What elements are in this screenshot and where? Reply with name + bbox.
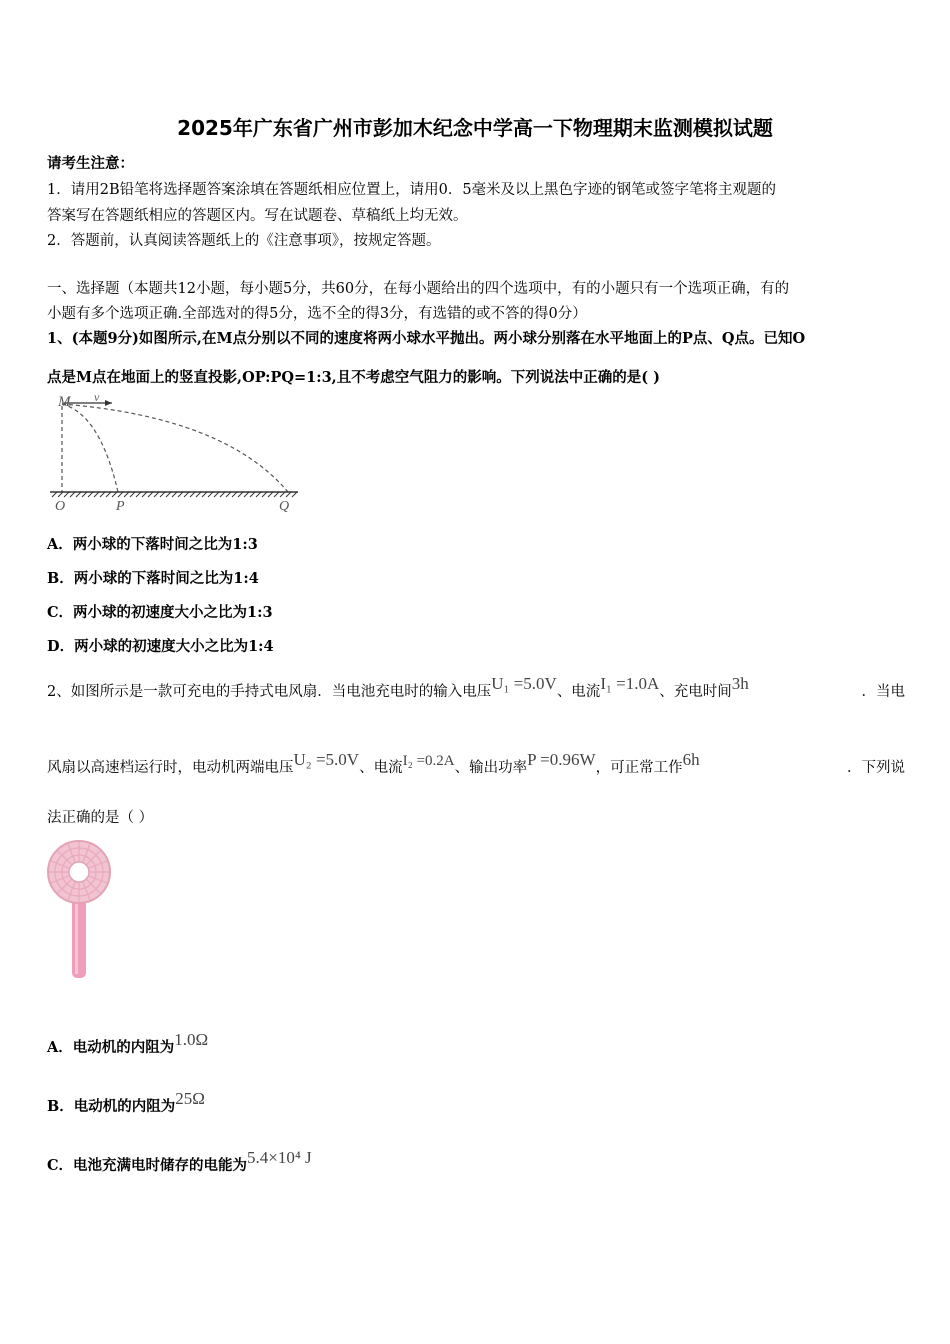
q2-option-c-math: 5.4×10⁴ J <box>247 1148 312 1167</box>
notice-item-2: 2．答题前，认真阅读答题纸上的《注意事项》，按规定答题。 <box>47 233 441 249</box>
q2-l2-text-4: ，可正常工作 <box>595 760 683 776</box>
q2-option-c <box>47 1148 312 1175</box>
q2-l1-text-2: 、电流 <box>556 684 601 700</box>
trajectory-to-q <box>62 404 288 492</box>
q2-l1-text-4: ．当电 <box>861 684 905 700</box>
q1-option-a: A．两小球的下落时间之比为1:3 <box>47 536 258 553</box>
q1-option-d: D．两小球的初速度大小之比为1:4 <box>47 638 274 655</box>
q2-l2-math-current: I₂ =0.2A <box>402 753 455 769</box>
q2-l2-math-voltage: U₂ =5.0V <box>293 750 360 769</box>
notice-header: 请考生注意： <box>47 155 134 172</box>
q2-option-a-math: 1.0Ω <box>174 1030 209 1049</box>
q2-l2-text-2: 、电流 <box>359 760 403 776</box>
q2-l2-text-1: 风扇以高速档运行时，电动机两端电压 <box>47 760 294 776</box>
q2-option-a <box>47 1030 209 1057</box>
q2-l1-math-voltage: U₁ =5.0V <box>491 674 557 693</box>
q2-stem-line-2 <box>47 750 905 777</box>
q2-l1-text-1: 2、如图所示是一款可充电的手持式电风扇．当电池充电时的输入电压 <box>47 684 492 700</box>
q2-l1-text-3: 、充电时间 <box>659 684 732 700</box>
q1-option-b: B．两小球的下落时间之比为1:4 <box>47 570 259 587</box>
q2-l1-math-time: 3h <box>731 674 749 693</box>
q1-stem-a: 1、(本题9分)如图所示,在M点分别以不同的速度将两小球水平抛出。两小球分别落在水平地面上的P点、Q点。已知O <box>47 330 806 347</box>
page-title: 2025年广东省广州市彭加木纪念中学高一下物理期末监测模拟试题 <box>177 116 773 140</box>
velocity-arrow-head <box>105 400 112 406</box>
q2-option-b <box>47 1089 205 1116</box>
q2-l1-math-current: I₁ =1.0A <box>600 674 660 693</box>
q2-l2-math-time: 6h <box>682 750 700 769</box>
q1-projectile-figure <box>50 392 302 516</box>
q1-stem-b: 点是M点在地面上的竖直投影,OP:PQ=1:3,且不考虑空气阻力的影响。下列说法中正确的是( ) <box>47 369 660 386</box>
handheld-fan-image <box>44 838 114 982</box>
label-m: M <box>58 394 71 410</box>
label-q: Q <box>279 499 290 514</box>
q1-option-c: C．两小球的初速度大小之比为1:3 <box>47 604 273 621</box>
label-p: P <box>116 499 125 514</box>
notice-item-1a: 1．请用2B铅笔将选择题答案涂填在答题纸相应位置上，请用0．5毫米及以上黑色字迹的钢笔或签字笔将主观题的 <box>47 182 777 198</box>
q2-stem-line-1 <box>47 674 905 701</box>
q2-l2-math-power: P =0.96W <box>527 750 596 769</box>
q2-option-b-math: 25Ω <box>175 1089 205 1108</box>
label-v: v <box>94 392 100 404</box>
notice-item-1b: 答案写在答题纸相应的答题区内。写在试题卷、草稿纸上均无效。 <box>47 208 468 224</box>
fan-handle <box>72 898 86 978</box>
label-o: O <box>55 499 66 514</box>
q2-option-b-text: B．电动机的内阻为 <box>47 1098 176 1115</box>
fan-center-cap <box>69 862 89 882</box>
q2-l2-text-5: ．下列说 <box>847 760 905 776</box>
section-instructions-b: 小题有多个选项正确.全部选对的得5分，选不全的得3分，有选错的或不答的得0分） <box>47 306 587 322</box>
section-instructions-a: 一、选择题（本题共12小题，每小题5分，共60分，在每小题给出的四个选项中，有的小题只有一个选项正确，有的 <box>47 281 790 297</box>
trajectory-to-p <box>62 404 118 492</box>
q2-option-a-text: A．电动机的内阻为 <box>47 1039 175 1056</box>
q2-option-c-text: C．电池充满电时储存的电能为 <box>47 1157 248 1174</box>
q2-l2-text-3: 、输出功率 <box>454 760 528 776</box>
q2-stem-line-3: 法正确的是（ ） <box>47 810 154 826</box>
